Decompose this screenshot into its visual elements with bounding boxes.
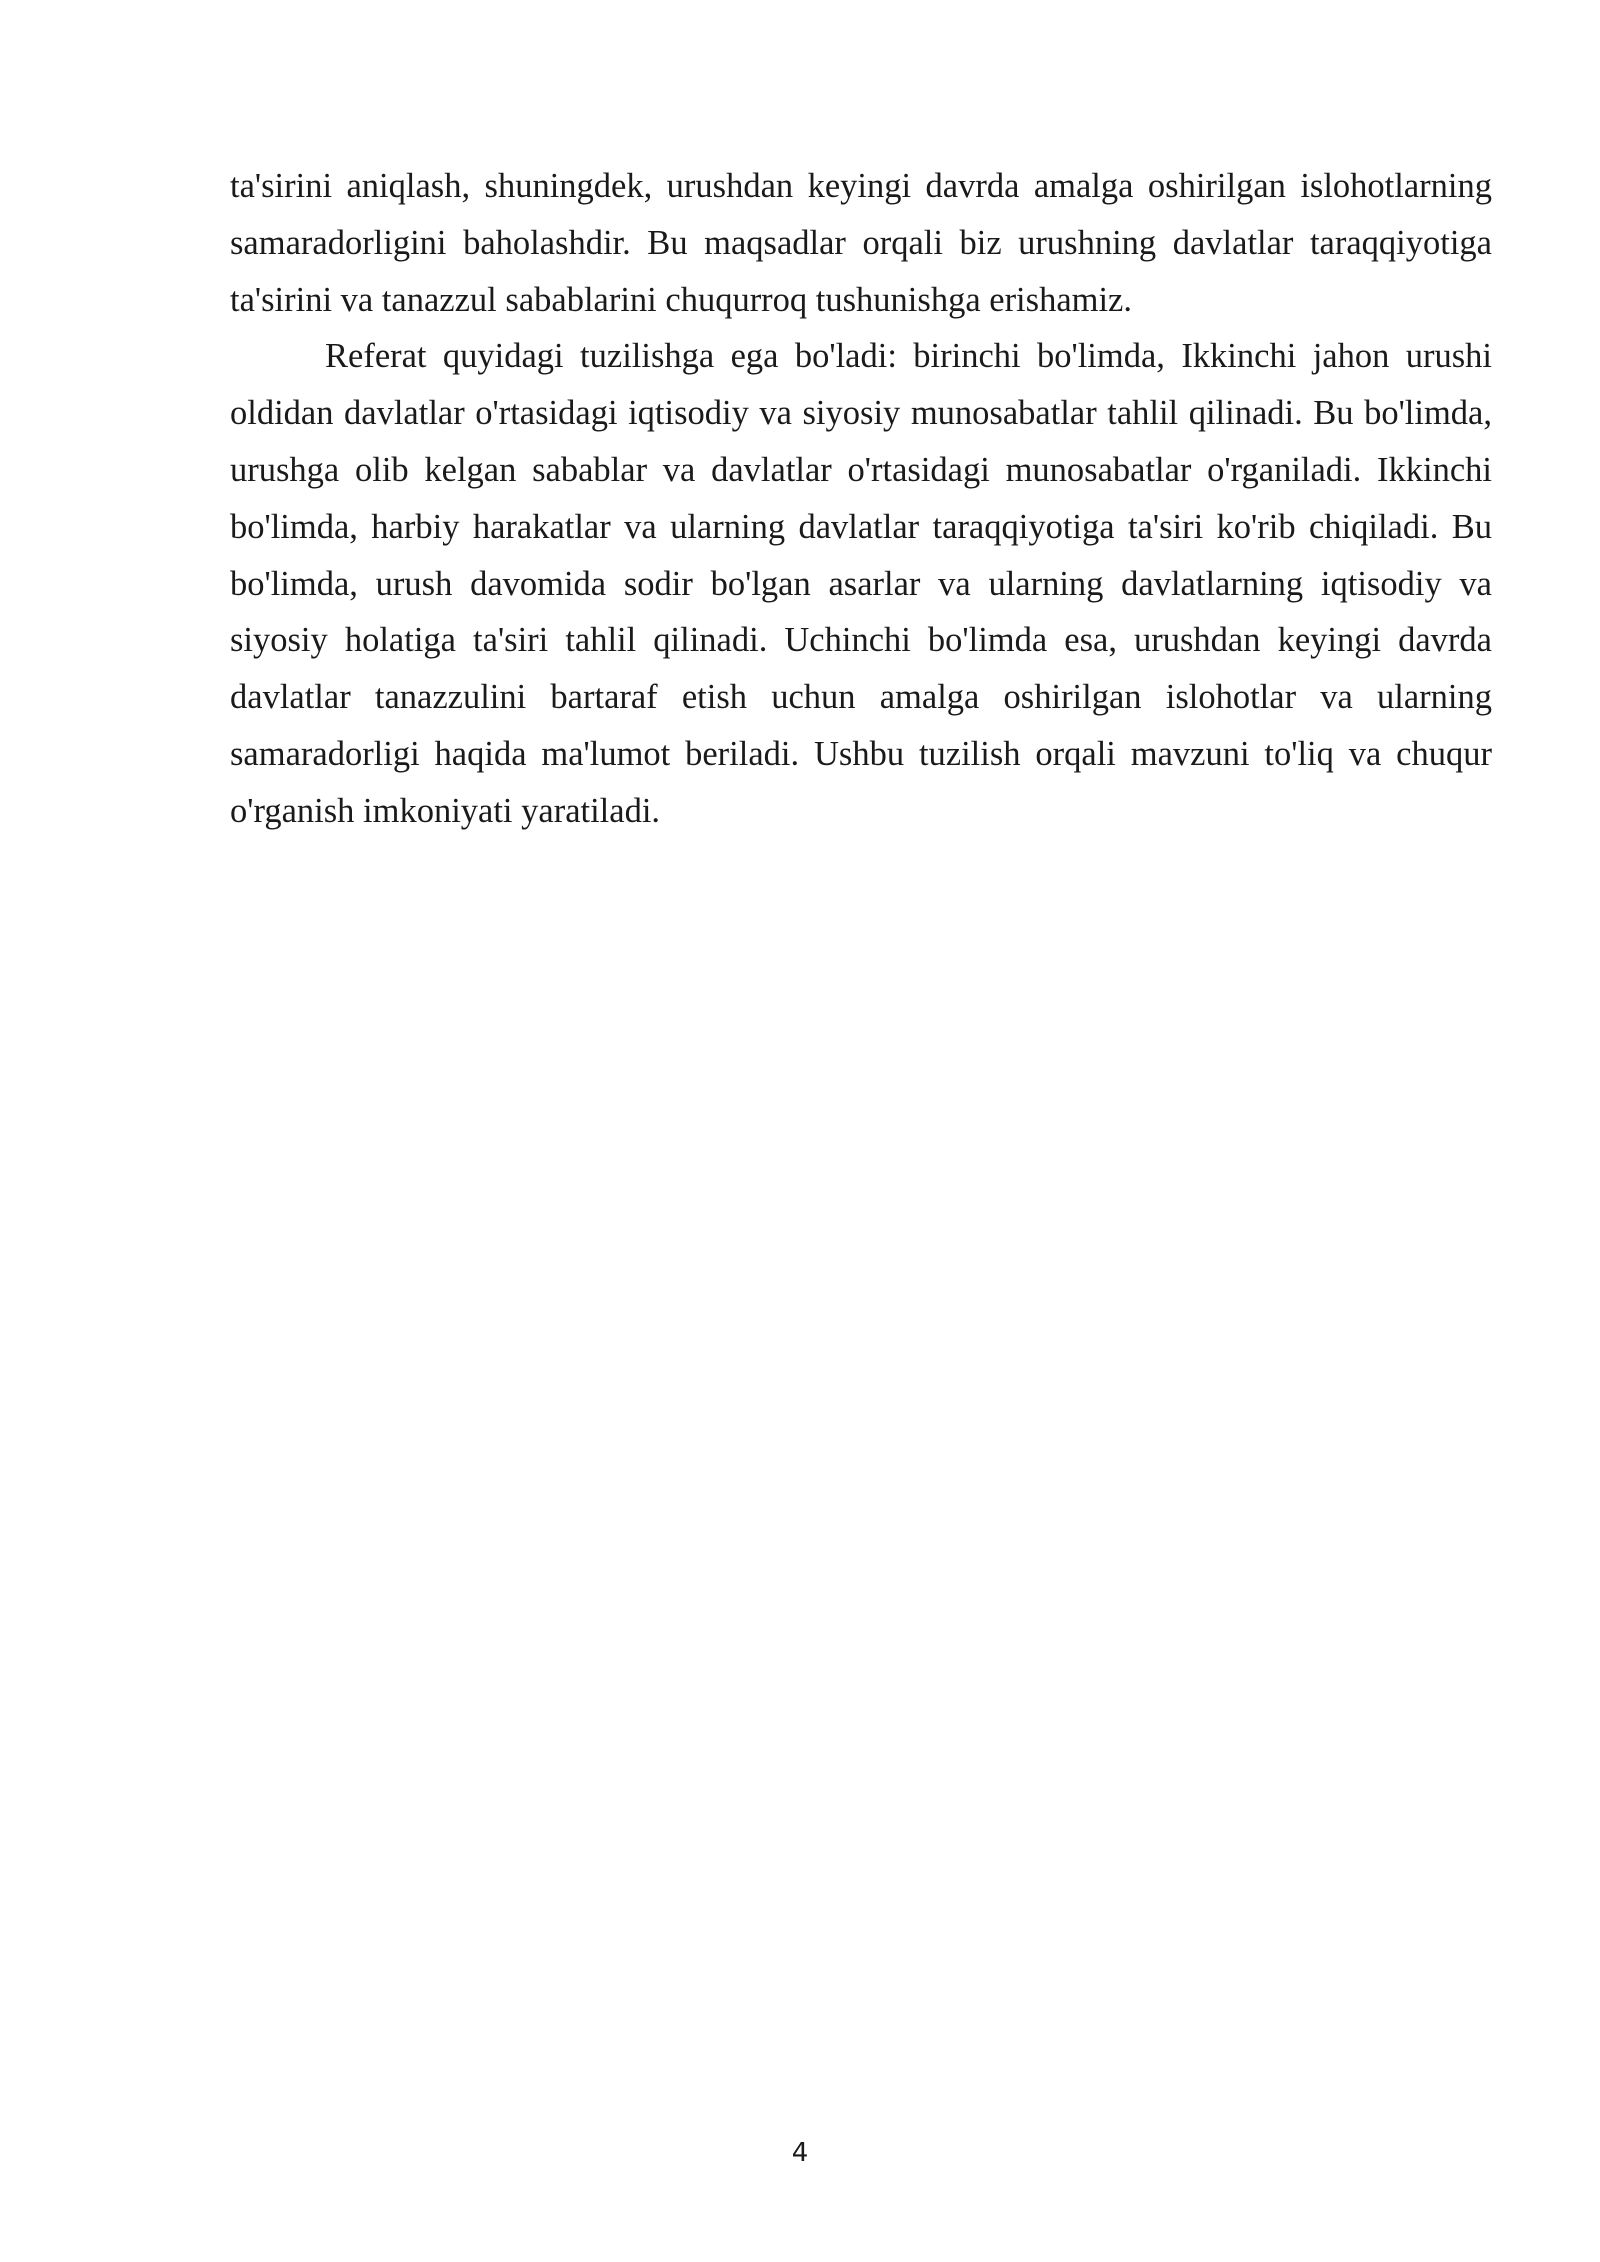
paragraph-continuation: ta'sirini aniqlash, shuningdek, urushdan keyingi davrda amalga oshirilgan islohotlarning samaradorligini baholashdir. Bu maqsadlar orqali biz urushning davlatlar taraqqiyotiga ta'sirini va tanazzul sabablarini chuqurroq tushunishga erishamiz. xyxy=(230,167,1492,319)
paragraph-structure: Referat quyidagi tuzilishga ega bo'ladi: birinchi bo'limda, Ikkinchi jahon urushi oldidan davlatlar o'rtasidagi iqtisodiy va siyosiy munosabatlar tahlil qilinadi. Bu bo'limda, urushga olib kelgan sabablar va davlatlar o'rtasidagi munosabatlar o'rganiladi. Ikkinchi bo'limda, harbiy harakatlar va ularning davlatlar taraqqiyotiga ta'siri ko'rib chiqiladi. Bu bo'limda, urush davomida sodir bo'lgan asarlar va ularning davlatlarning iqtisodiy va siyosiy holatiga ta'siri tahlil qilinadi. Uchinchi bo'limda esa, urushdan keyingi davrda davlatlar tanazzulini bartaraf etish uchun amalga oshirilgan islohotlar va ularning samaradorligi haqida ma'lumot beriladi. Ushbu tuzilish orqali mavzuni to'liq va chuqur o'rganish imkoniyati yaratiladi. xyxy=(230,337,1492,830)
body-text xyxy=(230,158,1492,840)
page-number: 4 xyxy=(791,2138,809,2168)
